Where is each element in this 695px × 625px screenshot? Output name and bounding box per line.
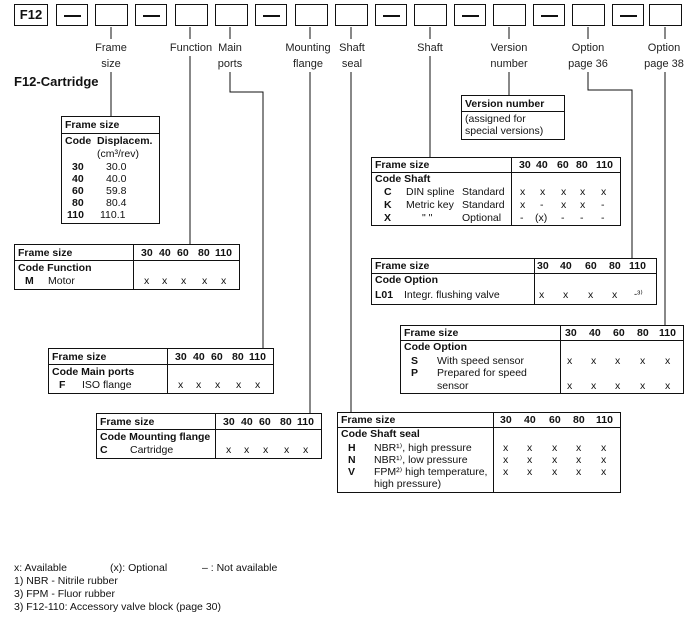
legend-optional: (x): Optional xyxy=(110,562,168,574)
option-page38-table: Frame size 30 40 60 80 110 Code Option S With speed sensor x x x x x P Prepared for speed sensor x x x x x xyxy=(400,325,684,394)
frame-size-table: Frame size Code Displacem. (cm³/rev) 30 30.0 40 40.0 60 59.8 80 80.4 110 110.1 xyxy=(61,116,160,224)
label-version-number: Version number xyxy=(490,42,528,70)
legend-available: x: Available xyxy=(14,562,67,574)
page-title: F12-Cartridge xyxy=(14,74,99,89)
version-number-table: Version number (assigned for special versions) xyxy=(461,95,565,140)
label-function: Function xyxy=(169,42,213,54)
footnote-2: 3) FPM - Fluor rubber xyxy=(14,588,115,600)
label-frame-size: Frame size xyxy=(95,42,127,70)
label-mounting-flange: Mounting flange xyxy=(285,42,331,70)
label-option-page36: Option page 36 xyxy=(568,42,608,70)
prefix-box: F12 xyxy=(14,4,48,26)
legend-not-available: – : Not available xyxy=(202,562,278,574)
footnote-3: 3) F12-110: Accessory valve block (page 30) xyxy=(14,601,221,613)
label-shaft: Shaft xyxy=(417,42,443,54)
function-table: Frame size 30 40 60 80 110 Code Function M Motor x x x x x xyxy=(14,244,240,290)
mounting-flange-table: Frame size 30 40 60 80 110 Code Mounting flange C Cartridge x x x x x xyxy=(96,413,322,459)
label-main-ports: Main ports xyxy=(217,42,243,70)
shaft-seal-table: Frame size 30 40 60 80 110 Code Shaft seal H NBR¹⁾, high pressure x x x x x N NBR¹⁾, low pressure x x x x x V FPM²⁾ high temperature, high pressure) x x x x x xyxy=(337,412,621,493)
footnote-1: 1) NBR - Nitrile rubber xyxy=(14,575,118,587)
label-option-page38: Option page 38 xyxy=(644,42,684,70)
shaft-table: Frame size 30 40 60 80 110 Code Shaft C DIN spline Standard x x x x x K Metric key Standard x - x x - X " " Optional - (x) - - - xyxy=(371,157,621,226)
option-page36-table: Frame size 30 40 60 80 110 Code Option L01 Integr. flushing valve x x x x -³⁾ xyxy=(371,258,657,305)
label-shaft-seal: Shaft seal xyxy=(339,42,365,70)
main-ports-table: Frame size 30 40 60 80 110 Code Main ports F ISO flange x x x x x xyxy=(48,348,274,394)
